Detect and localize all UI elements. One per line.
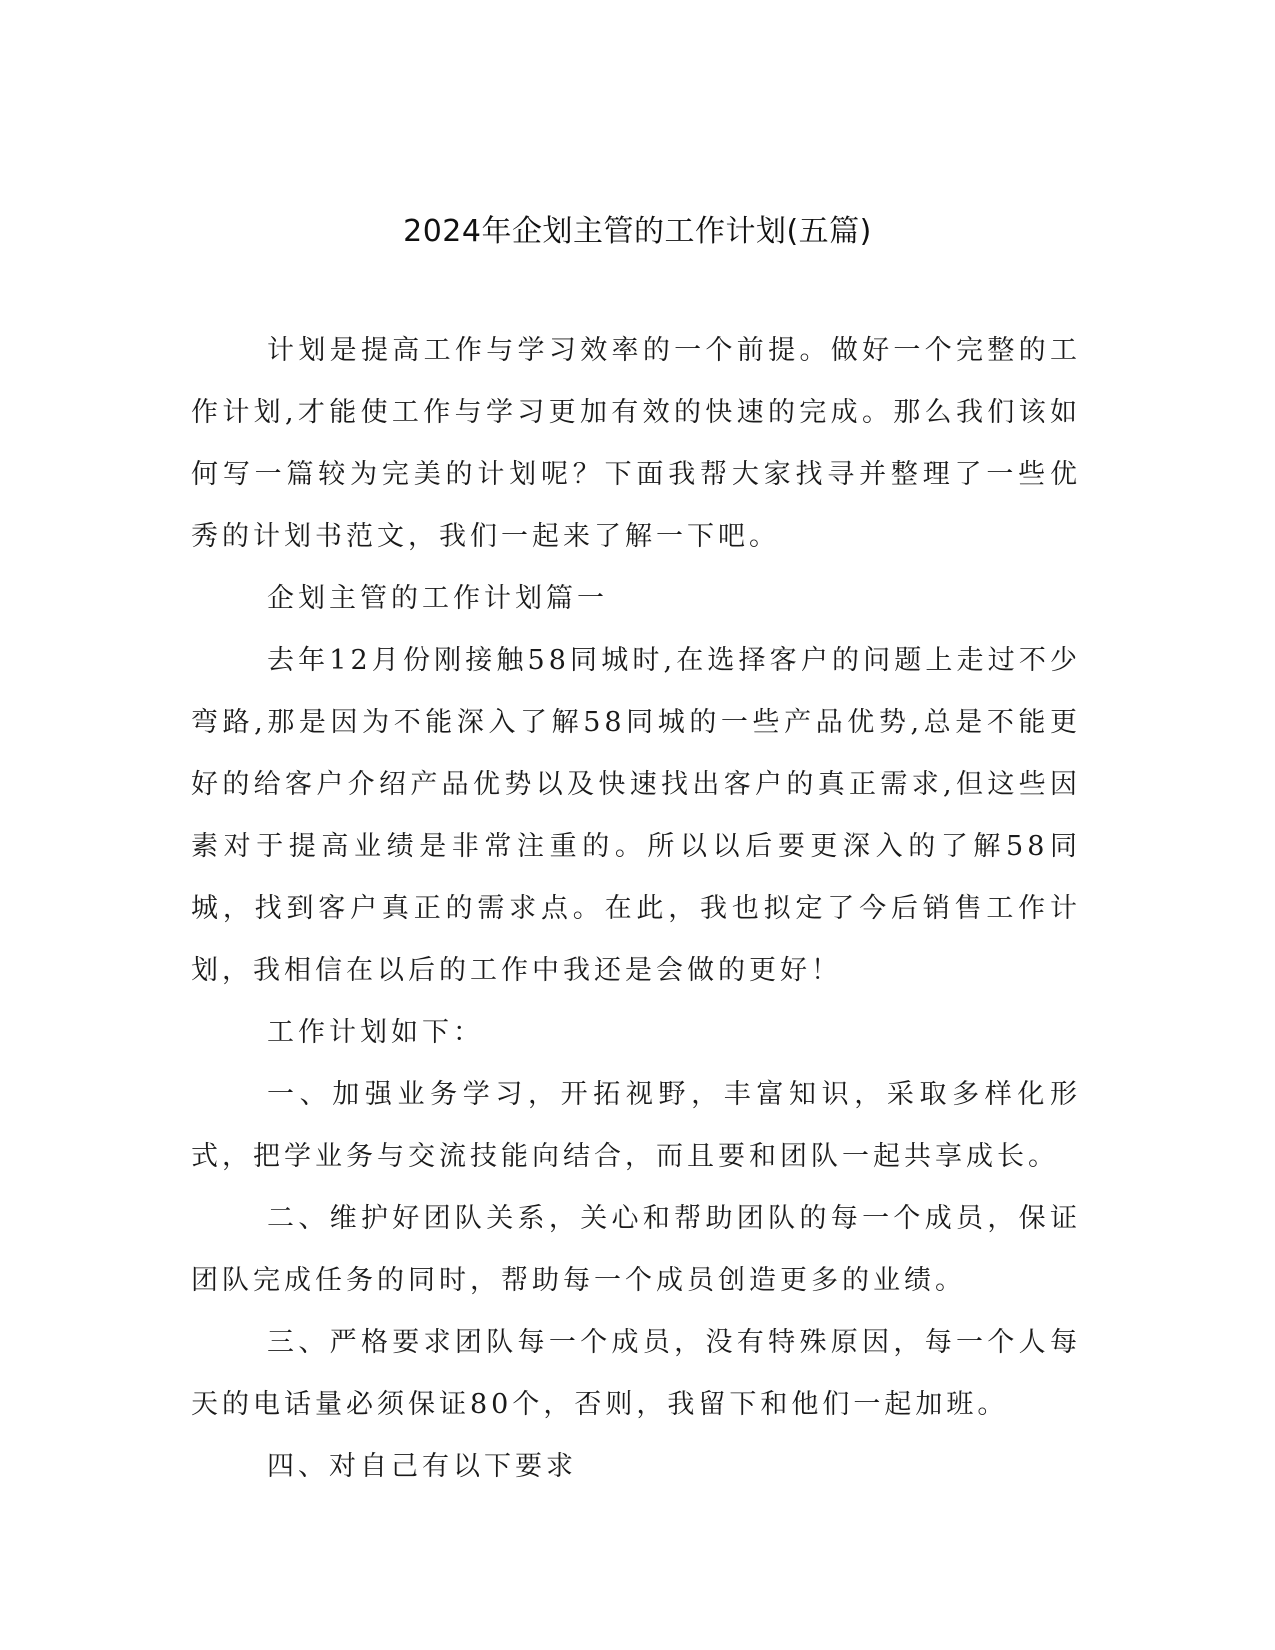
plan-heading: 工作计划如下： <box>267 1017 484 1048</box>
plan-item: 二、维护好团队关系，关心和帮助团队的每一个成员，保证团队完成任务的同时，帮助每一个成员创造更多的业绩。 <box>191 1203 1081 1296</box>
document-body <box>191 320 1081 1498</box>
body-paragraph: 去年12月份刚接触58同城时,在选择客户的问题上走过不少弯路,那是因为不能深入了解58同城的一些产品优势,总是不能更好的给客户介绍产品优势以及快速找出客户的真正需求,但这些因素对于提高业绩是非常注重的。所以以后要更深入的了解58同城，找到客户真正的需求点。在此，我也拟定了今后销售工作计划，我相信在以后的工作中我还是会做的更好！ <box>191 645 1081 986</box>
plan-item: 一、加强业务学习，开拓视野，丰富知识，采取多样化形式，把学业务与交流技能向结合，而且要和团队一起共享成长。 <box>191 1079 1081 1172</box>
plan-item: 三、严格要求团队每一个成员，没有特殊原因，每一个人每天的电话量必须保证80个，否则，我留下和他们一起加班。 <box>191 1327 1081 1420</box>
section-heading: 企划主管的工作计划篇一 <box>267 583 608 614</box>
plan-item: 四、对自己有以下要求 <box>267 1451 577 1482</box>
document-title: 2024年企划主管的工作计划(五篇) <box>403 214 872 249</box>
intro-paragraph: 计划是提高工作与学习效率的一个前提。做好一个完整的工作计划,才能使工作与学习更加有效的快速的完成。那么我们该如何写一篇较为完美的计划呢？下面我帮大家找寻并整理了一些优秀的计划书范文，我们一起来了解一下吧。 <box>191 335 1081 552</box>
